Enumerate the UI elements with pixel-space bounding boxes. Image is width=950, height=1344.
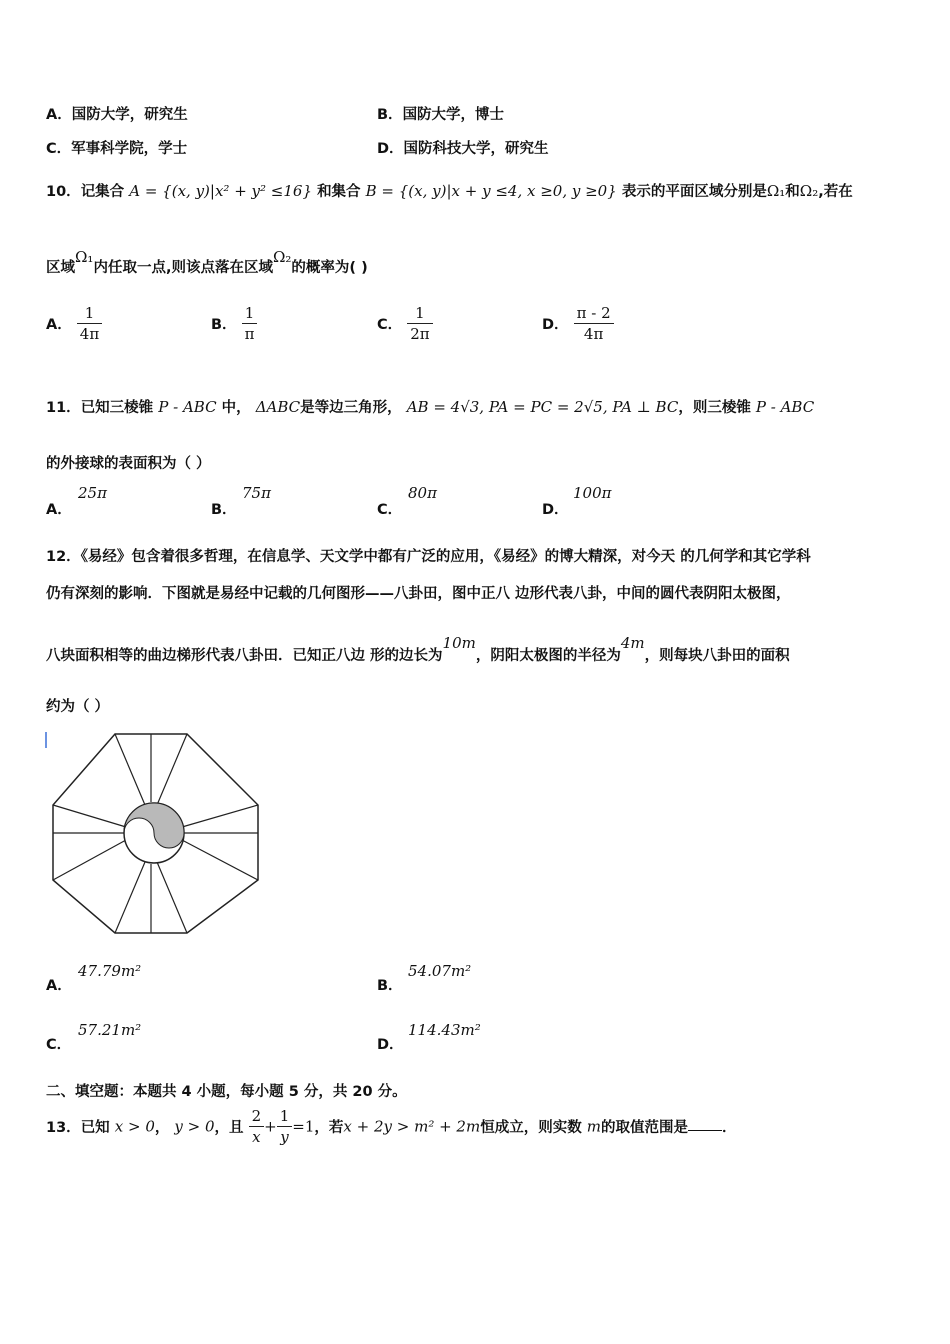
q11-line-1: 11．已知三棱锥 P - ABC 中， ΔABC是等边三角形， AB = 4√3, PA = PC = 2√5, PA ⊥ BC，则三棱锥 P - ABC <box>46 398 815 416</box>
q9-option-d: D．国防科技大学，研究生 <box>377 141 549 157</box>
bagua-figure <box>44 728 264 943</box>
q10-option-c: C． $\frac{1}{2\pi}$ <box>377 303 433 344</box>
q12-option-c-label: C． <box>46 1037 72 1053</box>
q11-option-c: 80π <box>408 484 437 502</box>
q11-option-b: 75π <box>242 484 271 502</box>
yin-yang-icon <box>124 803 184 863</box>
q12-option-a-label: A． <box>46 978 72 994</box>
q11-option-a: 25π <box>78 484 107 502</box>
q12-line-1: 12．《易经》包含着很多哲理，在信息学、天文学中都有广泛的应用，《易经》的博大精深，对今天 的几何学和其它学科 <box>46 549 811 565</box>
q11-line-2: 的外接球的表面积为（ ） <box>46 456 211 472</box>
q10-option-a: A． $\frac{1}{4\pi}$ <box>46 303 102 344</box>
q12-option-c: 57.21m² <box>78 1021 142 1039</box>
q9-option-a: A．国防大学，研究生 <box>46 107 188 123</box>
q12-option-a: 47.79m² <box>78 962 142 980</box>
q12-option-b: 54.07m² <box>408 962 472 980</box>
q10-option-b: B． $\frac{1}{\pi}$ <box>211 303 257 344</box>
q12-option-b-label: B． <box>377 978 403 994</box>
q10-line-2: 区域Ω₁内任取一点,则该点落在区域Ω₂的概率为( ) <box>46 248 368 276</box>
q12-option-d-label: D． <box>377 1037 404 1053</box>
q12-line-2: 仍有深刻的影响．下图就是易经中记载的几何图形——八卦田，图中正八 边形代表八卦，中间的圆代表阴阳太极图， <box>46 586 791 602</box>
set-a-formula: A = {(x, y)|x² + y² ≤16} <box>129 182 312 200</box>
answer-blank[interactable] <box>688 1118 722 1131</box>
q11-option-a-label: A． <box>46 502 72 518</box>
q11-option-d-label: D． <box>542 502 569 518</box>
q12-line-3: 八块面积相等的曲边梯形代表八卦田．已知正八边 形的边长为10m，阴阳太极图的半径为4m，则每块八卦田的面积 <box>46 634 790 664</box>
q11-option-c-label: C． <box>377 502 403 518</box>
fraction: $\frac{1}{\pi}$ <box>242 303 258 344</box>
set-b-formula: B = {(x, y)|x + y ≤4, x ≥0, y ≥0} <box>365 182 617 200</box>
section-title: 二、填空题：本题共 4 小题，每小题 5 分，共 20 分。 <box>46 1084 407 1100</box>
fraction: $\frac{1}{4\pi}$ <box>77 303 102 344</box>
q10-line-1: 10．记集合 A = {(x, y)|x² + y² ≤16} 和集合 B = {(x, y)|x + y ≤4, x ≥0, y ≥0} 表示的平面区域分别是Ω₁和Ω₂,若在 <box>46 182 853 200</box>
q11-option-b-label: B． <box>211 502 237 518</box>
condition-formula: AB = 4√3, PA = PC = 2√5, PA ⊥ BC <box>406 398 679 416</box>
q12-line-4: 约为（ ） <box>46 699 110 715</box>
q13-line: 13．已知 x > 0， y > 0，且 $\frac{2}{x}$ + $\frac{1}{y}$ =1，若x + 2y > m² + 2m恒成立，则实数 m的取值范围是 ． <box>46 1107 737 1146</box>
q12-option-d: 114.43m² <box>408 1021 481 1039</box>
fraction: $\frac{1}{2\pi}$ <box>407 303 432 344</box>
fraction: $\frac{2}{x}$ <box>249 1106 265 1147</box>
q11-option-d: 100π <box>573 484 612 502</box>
fraction: $\frac{1}{y}$ <box>277 1106 293 1147</box>
fraction: $\frac{\pi - 2}{4\pi}$ <box>574 303 614 344</box>
q9-option-b: B．国防大学，博士 <box>377 107 505 123</box>
q10-option-d: D． $\frac{\pi - 2}{4\pi}$ <box>542 303 614 344</box>
q9-option-c: C．军事科学院，学士 <box>46 141 188 157</box>
